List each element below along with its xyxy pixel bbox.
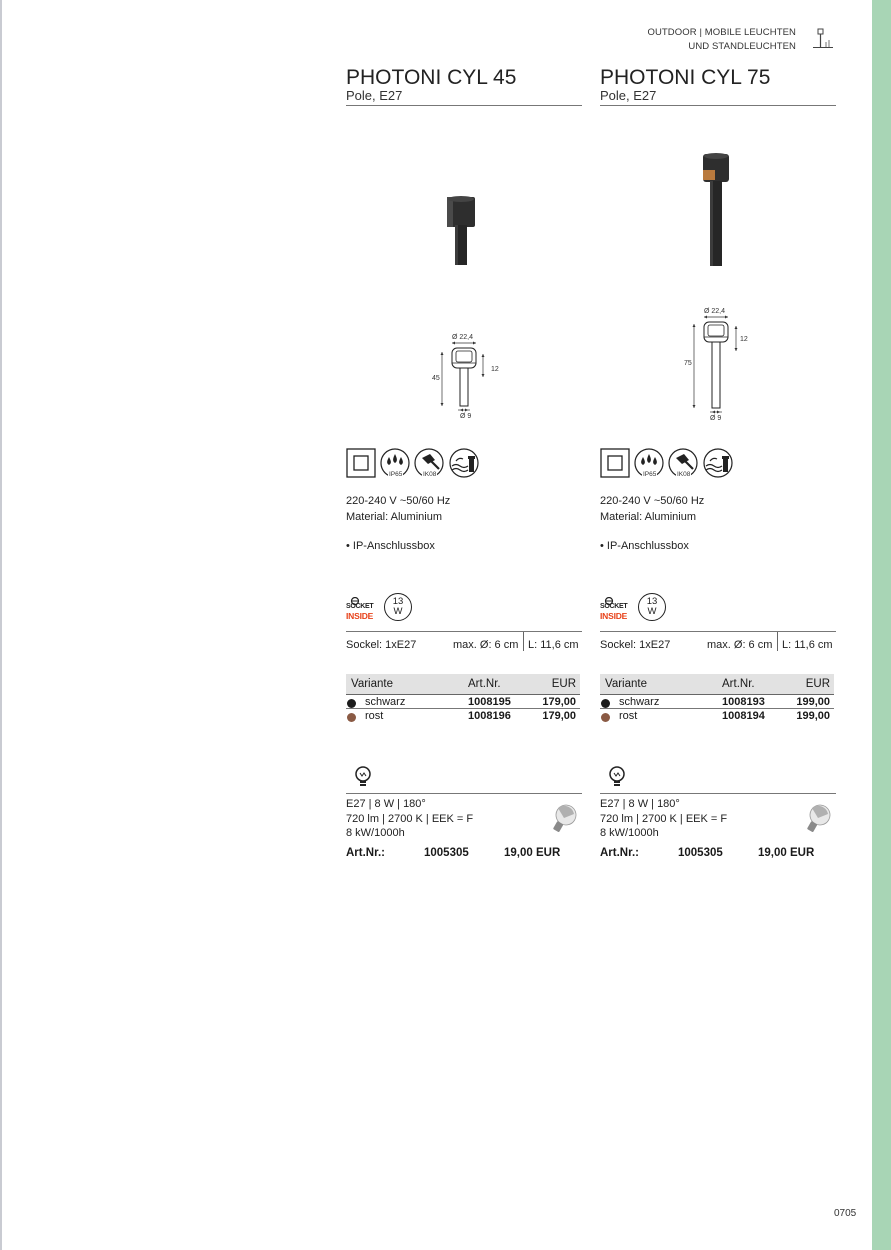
dimension-drawing-45 (428, 330, 508, 426)
variant-name: schwarz (365, 696, 406, 708)
product-column-cyl-45 (346, 0, 582, 900)
socket-inside-logo (346, 597, 378, 623)
sockel-spec: Sockel: 1xE27 (600, 639, 671, 651)
bulb-product-image (806, 804, 832, 834)
protection-class-II-icon (600, 448, 630, 478)
lamp-spec-line1: E27 | 8 W | 180° (600, 798, 680, 810)
coastal-lighthouse-icon (449, 448, 479, 478)
variant-art-nr: 1008195 (468, 696, 511, 708)
lamp-spec-line3: 8 kW/1000h (346, 827, 405, 839)
max-diameter-spec: max. Ø: 6 cm (453, 639, 519, 651)
socket-info-row (600, 631, 836, 657)
dim-head-height: 12 (740, 336, 748, 343)
sockel-spec: Sockel: 1xE27 (346, 639, 417, 651)
electrical-spec (346, 494, 450, 525)
lamp-spec (600, 797, 727, 841)
product-column-cyl-75 (600, 0, 836, 900)
wattage-badge (384, 593, 412, 621)
col-variante: Variante (351, 678, 393, 690)
lamp-art-nr: 1005305 (424, 847, 469, 859)
variant-price: 199,00 (796, 696, 830, 708)
material-spec: Material: Aluminium (346, 510, 442, 523)
lamp-spec (346, 797, 473, 841)
table-row (600, 709, 834, 723)
socket-logo-line2: INSIDE (600, 611, 628, 621)
wattage-value: 13 (392, 596, 404, 607)
dim-diameter-top: Ø 22,4 (704, 308, 726, 315)
socket-logo-line1: SOCKET (600, 603, 628, 610)
variant-price: 199,00 (796, 710, 830, 722)
voltage-spec: 220-240 V ~50/60 Hz (600, 495, 705, 507)
socket-row-separator (523, 632, 524, 651)
variant-table (346, 674, 580, 723)
color-swatch-black (601, 699, 610, 708)
lamp-art-label: Art.Nr.: (346, 847, 385, 859)
color-swatch-black (347, 699, 356, 708)
lamp-spec-line2: 720 lm | 2700 K | EEK = F (346, 812, 474, 825)
lamp-spec-line3: 8 kW/1000h (600, 827, 659, 839)
bulb-product-image (552, 804, 578, 834)
socket-logo-line2: INSIDE (346, 611, 374, 621)
col-art-nr: Art.Nr. (468, 678, 501, 690)
wattage-badge (638, 593, 666, 621)
variant-price: 179,00 (542, 696, 576, 708)
socket-row-separator (777, 632, 778, 651)
col-eur: EUR (551, 678, 576, 690)
wattage-value: 13 (646, 596, 658, 607)
lamp-price: 19,00 EUR (504, 847, 561, 859)
title-divider (600, 105, 836, 106)
table-row (346, 709, 580, 723)
table-row (346, 695, 580, 709)
lamp-art-label: Art.Nr.: (600, 847, 639, 859)
product-subtitle: Pole, E27 (600, 88, 657, 103)
variant-art-nr: 1008196 (468, 710, 511, 722)
light-bulb-icon (354, 766, 372, 790)
col-variante: Variante (605, 678, 647, 690)
variant-name: rost (365, 710, 384, 722)
color-swatch-rust (347, 713, 356, 722)
category-line-1: OUTDOOR | MOBILE LEUCHTEN (647, 27, 796, 38)
variant-table (600, 674, 834, 723)
socket-logo-line1: SOCKET (346, 603, 374, 610)
ip-label: IP65 (643, 471, 657, 478)
feature-item: • IP-Anschlussbox (346, 540, 435, 552)
feature-item: • IP-Anschlussbox (600, 540, 689, 552)
wattage-unit: W (647, 606, 657, 617)
lamp-divider (346, 793, 582, 794)
dim-total-height: 45 (432, 375, 440, 382)
length-spec: L: 11,6 cm (528, 639, 579, 651)
lamp-art-row (346, 847, 582, 863)
col-eur: EUR (805, 678, 830, 690)
electrical-spec (600, 494, 704, 525)
light-bulb-icon (608, 766, 626, 790)
variant-table-header (346, 674, 580, 695)
max-diameter-spec: max. Ø: 6 cm (707, 639, 773, 651)
variant-table-header (600, 674, 834, 695)
variant-name: schwarz (619, 696, 660, 708)
page-number: 0705 (834, 1208, 857, 1219)
socket-info-row (346, 631, 582, 657)
variant-art-nr: 1008193 (722, 696, 765, 708)
table-row (600, 695, 834, 709)
lamp-art-nr: 1005305 (678, 847, 723, 859)
variant-name: rost (619, 710, 638, 722)
lamp-art-row (600, 847, 836, 863)
dim-diameter-top: Ø 22,4 (452, 334, 474, 341)
ip-label: IP65 (389, 471, 403, 478)
dimension-drawing-75 (682, 306, 762, 426)
wattage-unit: W (393, 606, 403, 617)
page-left-border (0, 0, 2, 1250)
dim-diameter-base: Ø 9 (710, 415, 722, 422)
dim-diameter-base: Ø 9 (460, 413, 472, 420)
variant-art-nr: 1008194 (722, 710, 765, 722)
certification-icons (600, 448, 740, 480)
product-title: PHOTONI CYL 45 (346, 66, 517, 89)
protection-class-II-icon (346, 448, 376, 478)
socket-inside-logo (600, 597, 632, 623)
lamp-spec-line2: 720 lm | 2700 K | EEK = F (600, 812, 728, 825)
product-subtitle: Pole, E27 (346, 88, 403, 103)
dim-total-height: 75 (684, 360, 692, 367)
product-title: PHOTONI CYL 75 (600, 66, 771, 89)
voltage-spec: 220-240 V ~50/60 Hz (346, 495, 451, 507)
col-art-nr: Art.Nr. (722, 678, 755, 690)
chapter-color-strip (872, 0, 891, 1250)
lamp-price: 19,00 EUR (758, 847, 815, 859)
category-line-2: UND STANDLEUCHTEN (688, 40, 796, 52)
lamp-divider (600, 793, 836, 794)
ik-label: IK08 (677, 471, 691, 478)
lamp-spec-line1: E27 | 8 W | 180° (346, 798, 426, 810)
length-spec: L: 11,6 cm (782, 639, 833, 651)
material-spec: Material: Aluminium (600, 510, 696, 523)
dim-head-height: 12 (491, 366, 499, 373)
title-divider (346, 105, 582, 106)
ik-label: IK08 (423, 471, 437, 478)
color-swatch-rust (601, 713, 610, 722)
coastal-lighthouse-icon (703, 448, 733, 478)
variant-price: 179,00 (542, 710, 576, 722)
certification-icons (346, 448, 486, 480)
product-photo-pole-45 (444, 195, 478, 267)
product-photo-pole-75 (701, 152, 731, 268)
